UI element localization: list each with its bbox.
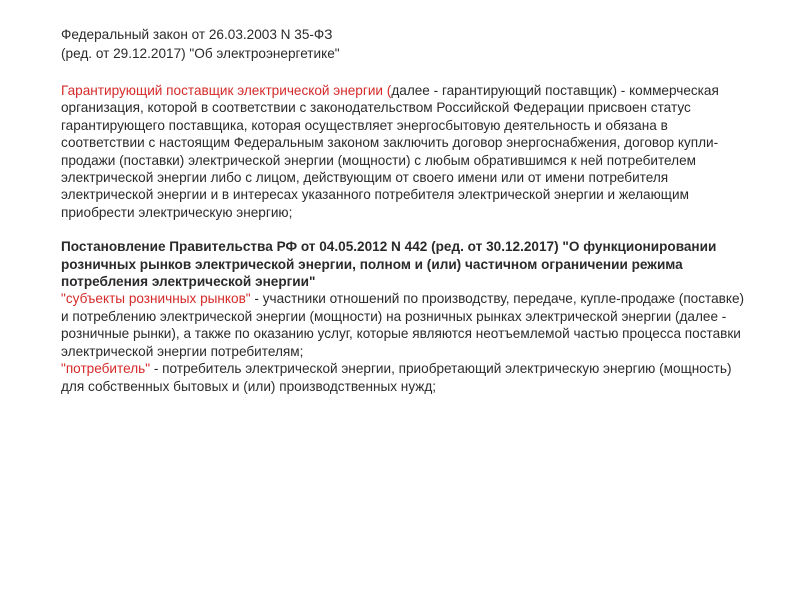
subjects-term: "субъекты розничных рынков" [61,291,251,307]
consumer-term: "потребитель" [61,361,151,377]
subjects-text: - участники отношений по производству, передаче, купле-продаже (поставке) и потреблению электрической энергии (мощности) на розничных рынках электрической энергии (далее - розничные рынки), а также по оказанию услуг, которые являются неотъемлемой частью процесса поставки электрической энергии потребителям; [61,291,745,359]
spacer [61,221,751,238]
guaranteeing-supplier-definition [61,82,751,221]
consumer-definition [61,360,751,395]
resolution-title: Постановление Правительства РФ от 04.05.2012 N 442 (ред. от 30.12.2017) "О функционировании розничных рынков электрической энергии, полном и (или) частичном ограничении режима потребления электрической энергии" [61,239,717,290]
consumer-text: - потребитель электрической энергии, приобретающий электрическую энергию (мощность) для собственных бытовых и (или) производственных нужд; [61,361,732,394]
definition-paren: ( [383,83,392,98]
definition-term: Гарантирующий поставщик электрической энергии [61,83,384,98]
law-title [61,25,751,63]
spacer [61,63,751,82]
retail-market-subjects-definition [61,290,751,360]
definition-text: далее - гарантирующий поставщик) - коммерческая организация, которой в соответствии с законодательством Российской Федерации присвоен статус гарантирующего поставщика, которая осуществляет энергосбытовую деятельность и обязана в соответствии с настоящим Федеральным законом заключить договор энергоснабжения, договор купли-продажи (поставки) электрической энергии (мощности) с любым обратившимся к ней потребителем электрической энергии либо с лицом, действующим от своего имени или от имени потребителя электрической энергии и в интересах указанного потребителя электрической энергии и желающим приобрести электрическую энергию; [61,83,719,220]
document-slide [61,25,751,395]
law-title-line1: Федеральный закон от 26.03.2003 N 35-ФЗ [61,27,333,42]
law-title-line2: (ред. от 29.12.2017) "Об электроэнергетике" [61,46,340,61]
